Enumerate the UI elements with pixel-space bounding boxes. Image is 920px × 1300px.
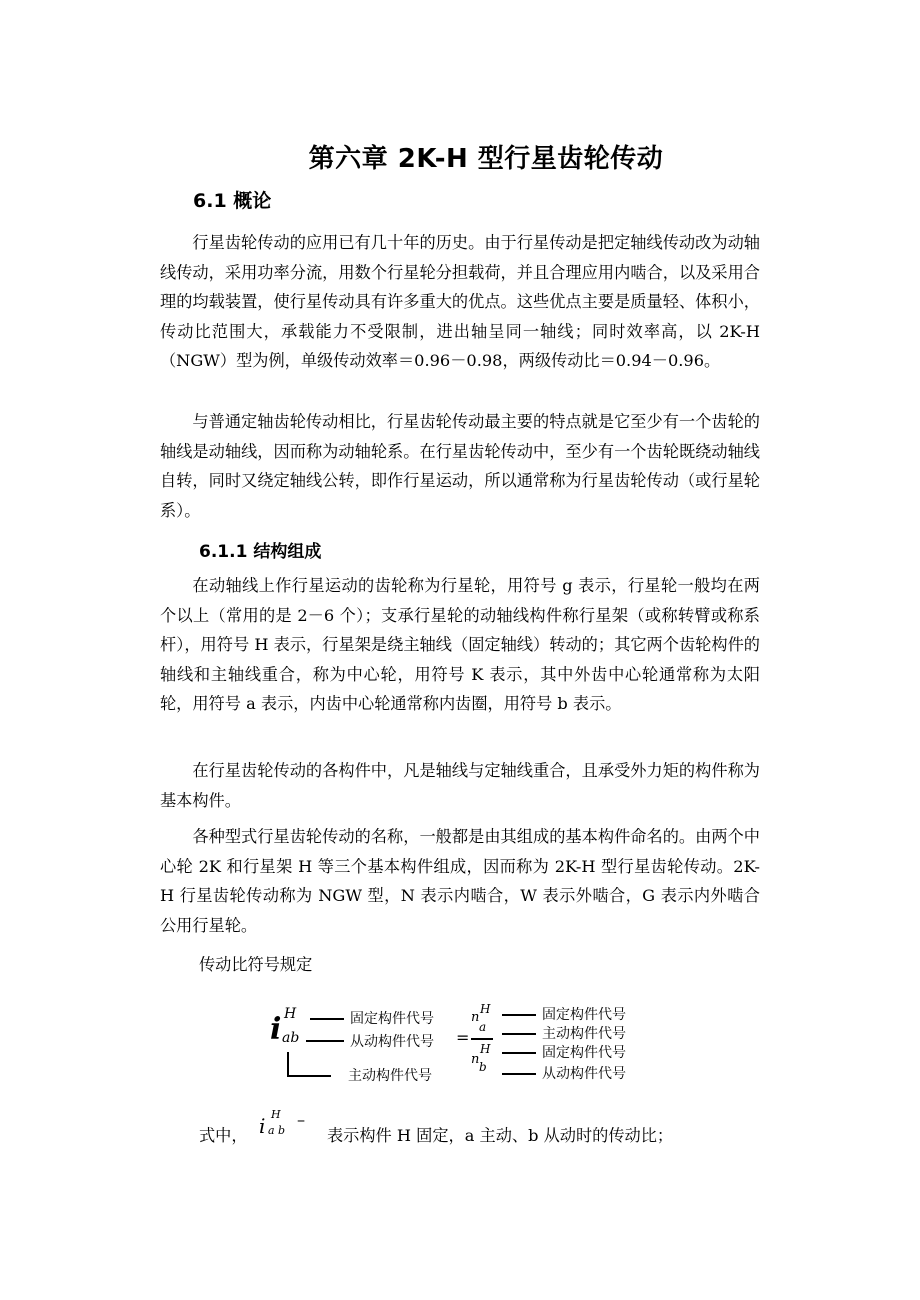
- right-label-driving: 主动构件代号: [542, 1026, 626, 1042]
- label-driven-member: 从动构件代号: [350, 1034, 434, 1050]
- section-paragraph-2: 与普通定轴齿轮传动相比，行星齿轮传动最主要的特点就是它至少有一个齿轮的轴线是动轴线，因而称为动轴轮系。在行星齿轮传动中，至少有一个齿轮既绕动轴线自转，同时又绕定轴线公转，即作行星运动，所以通常称为行星齿轮传动（或行星轮系）。: [160, 412, 760, 520]
- ratio-symbol-sub: ab: [282, 1030, 300, 1046]
- formula-symbol-i: i: [259, 1114, 266, 1138]
- label-driving-member: 主动构件代号: [348, 1068, 432, 1084]
- formula-explanation: 表示构件 H 固定，a 主动、b 从动时的传动比；: [327, 1126, 674, 1145]
- fraction-bar: [471, 1038, 493, 1040]
- leader-line-fixed: [310, 1018, 344, 1020]
- equals-sign: =: [456, 1028, 470, 1047]
- section-heading: 6.1 概论: [193, 190, 272, 212]
- subsection-paragraph-2: 在行星齿轮传动的各构件中，凡是轴线与定轴线重合，且承受外力矩的构件称为基本构件。: [160, 761, 760, 810]
- n-bottom-sup: H: [480, 1042, 491, 1056]
- n-top-sub: a: [479, 1020, 487, 1034]
- right-leader-3: [502, 1052, 536, 1054]
- formula-symbol-sub: a b: [268, 1124, 286, 1137]
- ratio-symbol-i: i: [270, 1012, 282, 1047]
- right-label-driven: 从动构件代号: [542, 1066, 626, 1082]
- subsection-heading: 6.1.1 结构组成: [199, 542, 322, 562]
- right-leader-2: [502, 1033, 536, 1035]
- n-bottom-sub: b: [479, 1060, 487, 1074]
- formula-symbol-sup: H: [271, 1108, 281, 1121]
- right-leader-4: [502, 1073, 536, 1075]
- leader-line-vertical: [287, 1052, 289, 1076]
- right-label-fixed-1: 固定构件代号: [542, 1007, 626, 1023]
- transmission-ratio-notation-figure: [270, 1000, 650, 1090]
- subsection-paragraph-3: 各种型式行星齿轮传动的名称，一般都是由其组成的基本构件命名的。由两个中心轮 2K 和行星架 H 等三个基本构件组成，因而称为 2K-H 型行星齿轮传动。2K-H 行星齿轮传动称为 NGW 型，N 表示内啮合，W 表示外啮合，G 表示内外啮合公用行星轮。: [160, 827, 760, 935]
- formula-explanation-line: [199, 1108, 759, 1158]
- leader-line-driven: [306, 1040, 344, 1042]
- chapter-title: 第六章 2K-H 型行星齿轮传动: [308, 144, 664, 174]
- right-label-fixed-2: 固定构件代号: [542, 1045, 626, 1061]
- n-top: n: [471, 1010, 480, 1025]
- right-leader-1: [502, 1014, 536, 1016]
- subsection-paragraph-1: 在动轴线上作行星运动的齿轮称为行星轮，用符号 g 表示，行星轮一般均在两个以上（常用的是 2－6 个）；支承行星轮的动轴线构件称行星架（或称转臂或称系杆），用符号 H 表示，行星架是绕主轴线（固定轴线）转动的；其它两个齿轮构件的轴线和主轴线重合，称为中心轮，用符号 K 表示，其中外齿中心轮通常称为太阳轮，用符号 a 表示，内齿中心轮通常称内齿圈，用符号 b 表示。: [160, 576, 760, 714]
- ratio-symbol-sup: H: [284, 1006, 297, 1022]
- section-paragraph-1: 行星齿轮传动的应用已有几十年的历史。由于行星传动是把定轴线传动改为动轴线传动，采用功率分流，用数个行星轮分担载荷，并且合理应用内啮合，以及采用合理的均载装置，使行星传动具有许多重大的优点。这些优点主要是质量轻、体积小，传动比范围大，承载能力不受限制，进出轴呈同一轴线；同时效率高，以 2K-H（NGW）型为例，单级传动效率＝0.96－0.98，两级传动比＝0.94－0.96。: [160, 233, 760, 371]
- formula-prefix: 式中，: [199, 1126, 248, 1145]
- label-fixed-member: 固定构件代号: [350, 1011, 434, 1027]
- formula-dash: –: [297, 1110, 306, 1129]
- n-top-sup: H: [480, 1002, 491, 1016]
- leader-line-driving: [287, 1075, 331, 1077]
- n-bottom: n: [471, 1052, 480, 1067]
- notation-heading: 传动比符号规定: [199, 955, 313, 974]
